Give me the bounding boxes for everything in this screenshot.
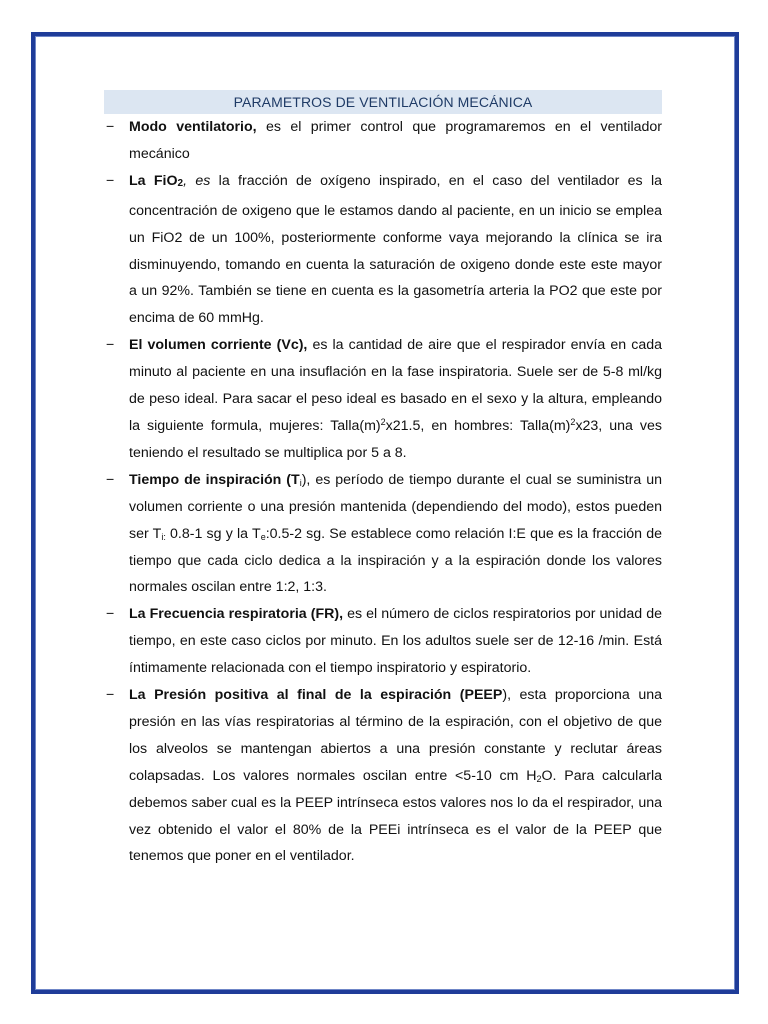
bullet-dash: − [106,471,115,488]
item-text: ), es período de tiempo durante el cual se suministra un volumen corriente o una presión mantenida (dependiendo del modo), estos pueden ser T [129,471,662,542]
item-text: ), esta proporciona una presión en las vías respiratorias al término de la espiración, con el objetivo de que los alveolos se mantengan abiertos a una presión constante y reclutar áreas colapsadas. Los valores normales oscilan entre <5-10 cm H [129,687,662,784]
parameter-list [104,114,662,870]
item-term: El volumen corriente (Vc), [129,337,308,354]
item-term-suffix: , es [183,172,211,189]
item-term-subscript: 2 [177,177,184,189]
item-text: es la cantidad de aire que el respirador envía en cada minuto al paciente en una insuflación en la fase inspiratoria. Suele ser de 5-8 ml/kg de peso ideal. Para sacar el peso ideal es basado en el sexo y la altura, empleando la siguiente formula, mujeres: Talla(m) [129,337,662,434]
list-item-tiempo-inspiracion [104,467,662,602]
item-text: O. Para calcularla debemos saber cual es la PEEP intrínseca estos valores nos lo da el respirador, una vez obtenido el valor el 80% de la PEEi intrínseca es el valor de la PEEP que tenemos que poner en el ventilador. [129,767,662,865]
item-text: x21.5, en hombres: Talla(m) [385,417,571,434]
item-term: Tiempo de inspiración (T [129,471,300,488]
document-body [104,90,662,870]
superscript: 2 [380,416,386,427]
item-term-subscript: i [299,477,302,488]
item-text: es el número de ciclos respiratorios por unidad de tiempo, en este caso ciclos por minuto. En los adultos suele ser de 12-16 /min. Está íntimamente relacionada con el tiempo inspiratorio y espiratorio. [129,606,662,677]
list-item-frecuencia-respiratoria [104,601,662,682]
list-item-peep [104,682,662,870]
list-item-fio2 [104,168,662,332]
item-text: :0.5-2 sg. Se establece como relación I:E que es la fracción de tiempo que cada ciclo dedica a la inspiración y a la espiración donde los valores normales oscilan entre 1:2, 1:3. [129,525,663,596]
subscript: 2 [536,773,542,784]
item-term: La FiO [129,172,178,189]
item-text: es el primer control que programaremos en el ventilador mecánico [129,119,662,162]
item-term: La Presión positiva al final de la espiración (PEEP [129,687,503,704]
item-term: La Frecuencia respiratoria (FR), [129,606,344,623]
list-item-modo-ventilatorio [104,114,662,168]
bullet-dash: − [106,172,115,189]
item-text: la fracción de oxígeno inspirado, en el caso del ventilador es la concentración de oxigeno que le estamos dando al paciente, en un inicio se emplea un FiO2 de un 100%, posteriormente conforme vaya mejorando la clínica se ira disminuyendo, tomando en cuenta la saturación de oxigeno donde este este mayor a un 92%. También se tiene en cuenta es la gasometría arteria la PO2 que este por encima de 60 mmHg. [129,172,662,327]
subscript: i: [161,531,166,542]
item-text: 0.8-1 sg y la T [165,525,261,542]
item-text: x23, una ves teniendo el resultado se multiplica por 5 a 8. [129,417,662,461]
list-item-volumen-corriente [104,332,662,467]
bullet-dash: − [106,337,115,354]
subscript: e [260,531,266,542]
bullet-dash: − [106,119,115,135]
bullet-dash: − [106,687,115,704]
superscript: 2 [570,416,576,427]
item-term: Modo ventilatorio, [129,119,257,135]
bullet-dash: − [106,606,115,623]
document-title: PARAMETROS DE VENTILACIÓN MECÁNICA [104,90,662,114]
